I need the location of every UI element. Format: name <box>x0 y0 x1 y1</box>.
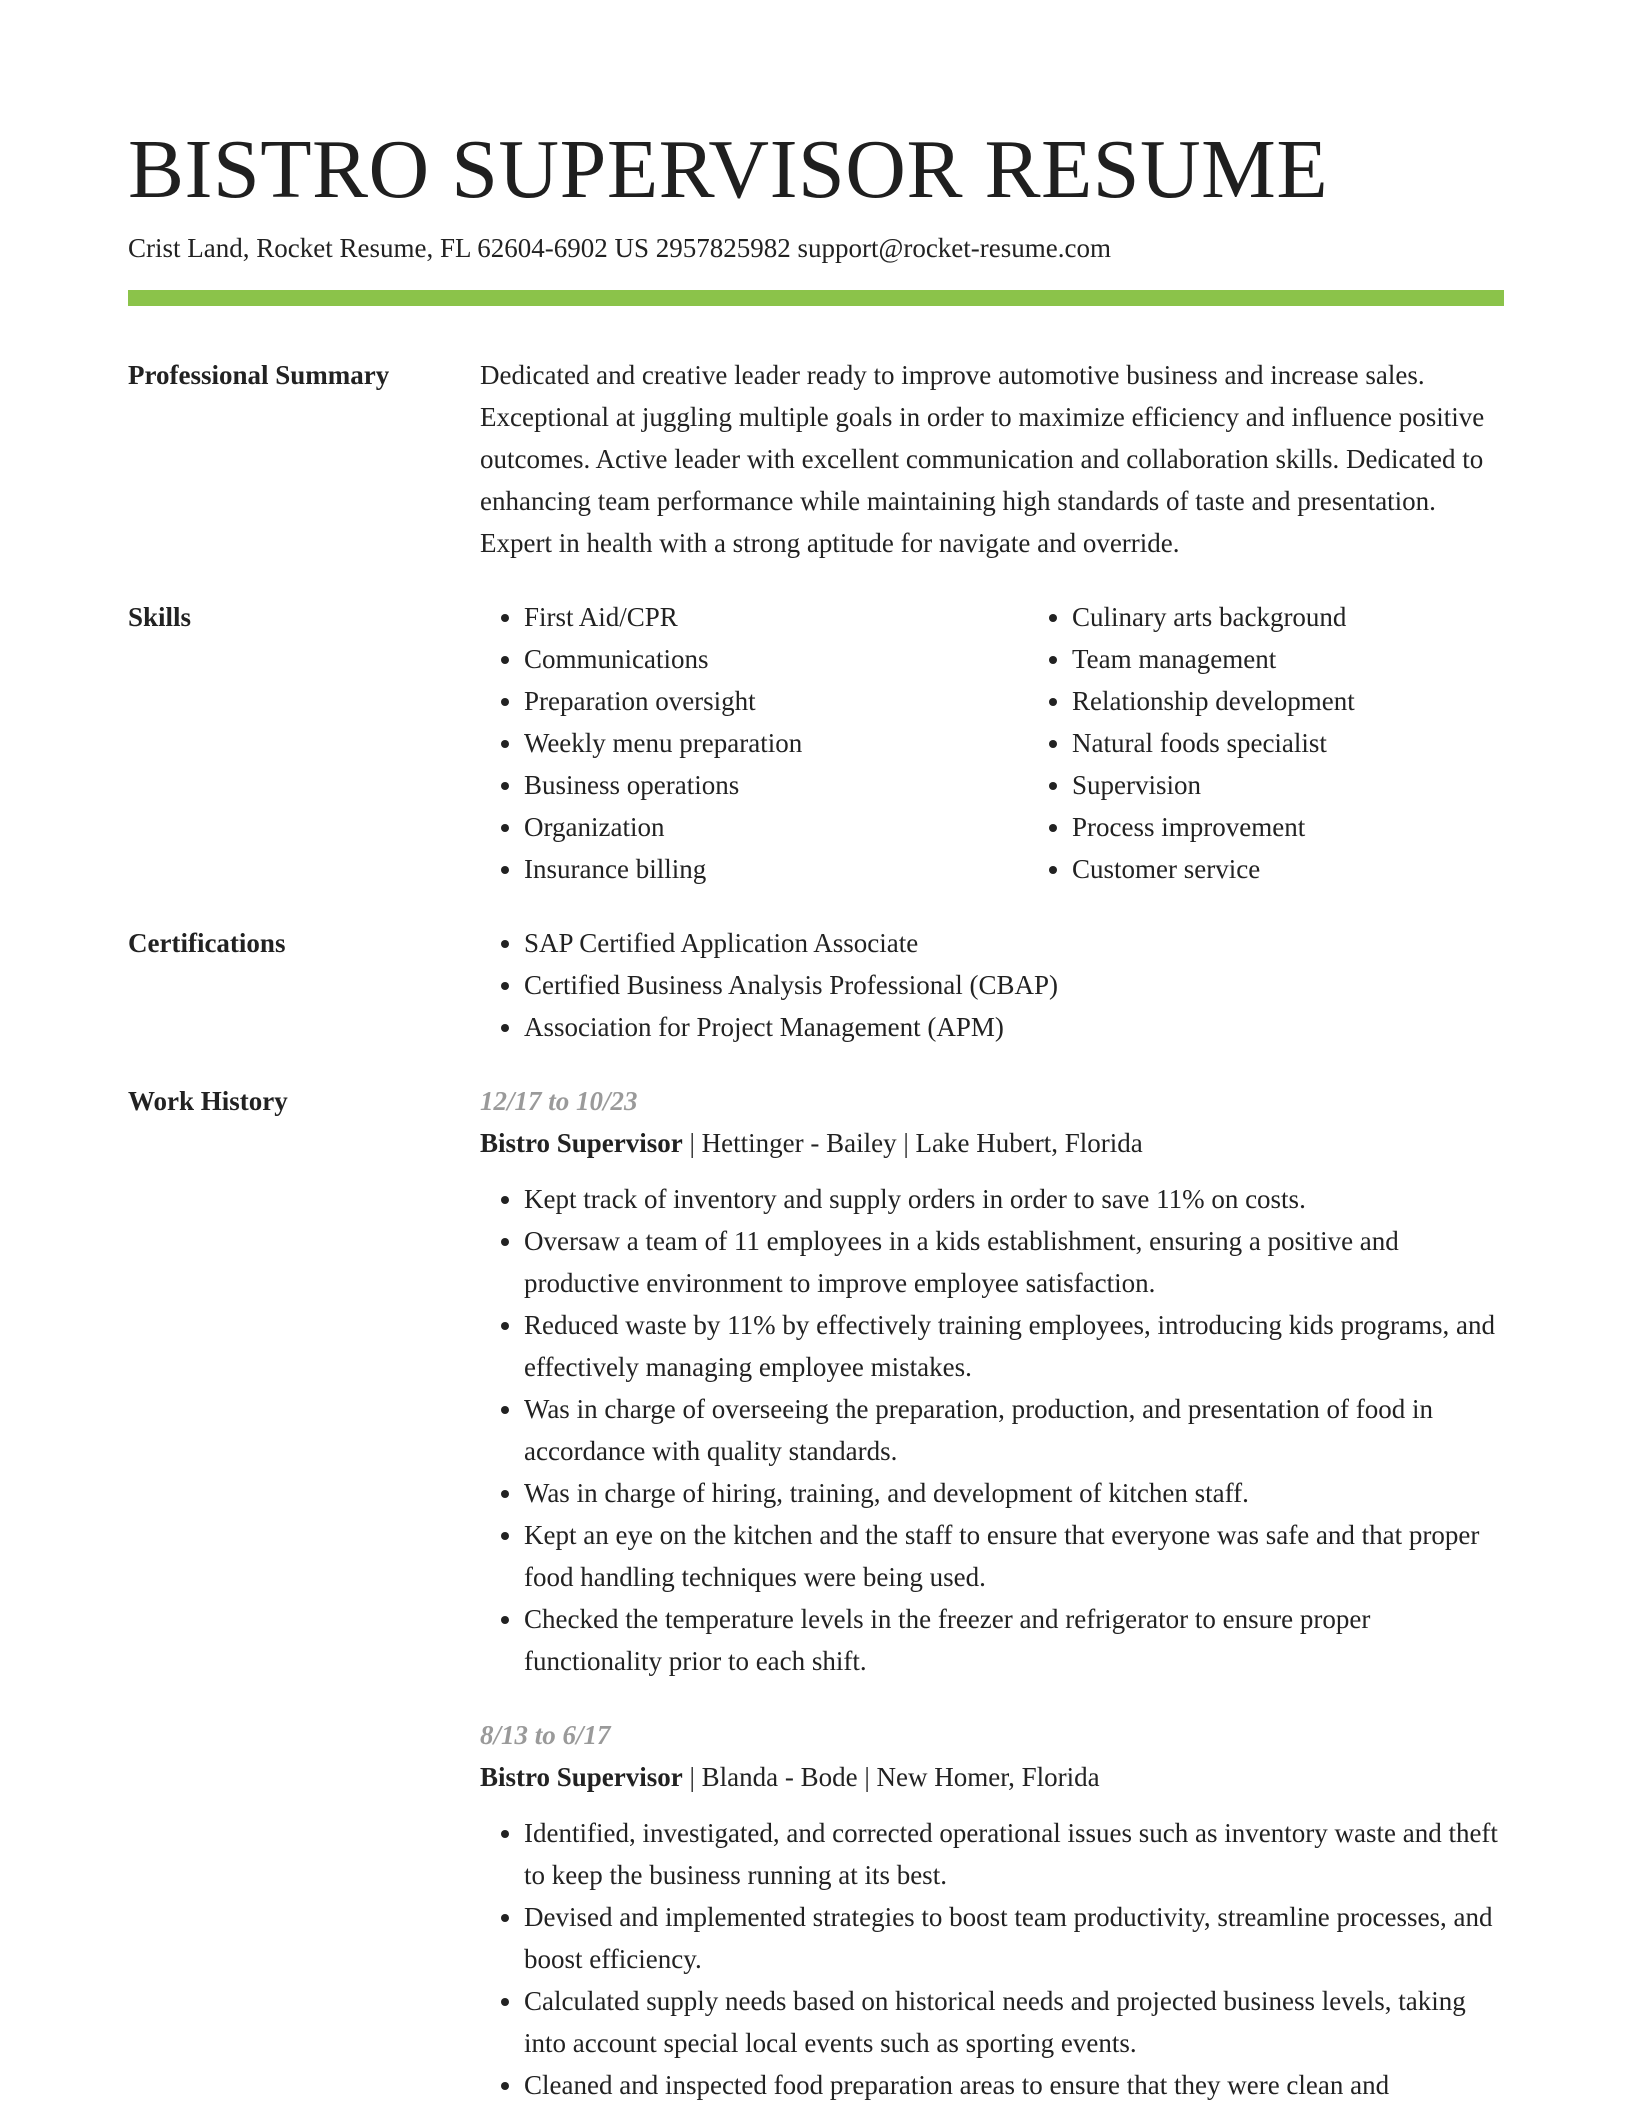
work-history-section <box>128 1080 1504 2106</box>
job-heading <box>480 1122 1504 1164</box>
job-details: | Hettinger - Bailey | Lake Hubert, Florida <box>682 1128 1143 1158</box>
job-bullets <box>480 1178 1504 1682</box>
list-item: • Business operations <box>524 764 1028 806</box>
list-item: • Relationship development <box>1072 680 1576 722</box>
resume-page <box>128 120 1504 2106</box>
list-item: • Kept track of inventory and supply orders in order to save 11% on costs. <box>524 1178 1504 1220</box>
skills-section <box>128 596 1504 890</box>
list-item: • Calculated supply needs based on historical needs and projected business levels, taking into account special local events such as sporting events. <box>524 1980 1504 2064</box>
list-item: • Association for Project Management (APM) <box>524 1006 1504 1048</box>
list-item: • Reduced waste by 11% by effectively training employees, introducing kids programs, and effectively managing employee mistakes. <box>524 1304 1504 1388</box>
list-item: • Certified Business Analysis Professional (CBAP) <box>524 964 1504 1006</box>
page-title: BISTRO SUPERVISOR RESUME <box>128 123 1329 216</box>
list-item: • Insurance billing <box>524 848 1028 890</box>
section-label-work-history: Work History <box>128 1086 288 1116</box>
section-label-certifications: Certifications <box>128 928 286 958</box>
list-item: • Was in charge of hiring, training, and development of kitchen staff. <box>524 1472 1504 1514</box>
job-title: Bistro Supervisor <box>480 1128 683 1158</box>
list-item: • Communications <box>524 638 1028 680</box>
skills-list-left <box>480 596 1028 890</box>
list-item: • Kept an eye on the kitchen and the staff to ensure that everyone was safe and that proper food handling techniques were being used. <box>524 1514 1504 1598</box>
list-item: • Natural foods specialist <box>1072 722 1576 764</box>
list-item: • Process improvement <box>1072 806 1576 848</box>
list-item: • Weekly menu preparation <box>524 722 1028 764</box>
job-title: Bistro Supervisor <box>480 1762 683 1792</box>
job-bullets <box>480 1812 1504 2106</box>
list-item: • Culinary arts background <box>1072 596 1576 638</box>
job-details: | Blanda - Bode | New Homer, Florida <box>682 1762 1100 1792</box>
job-heading <box>480 1756 1504 1798</box>
skills-list-right <box>1028 596 1576 890</box>
list-item: • Organization <box>524 806 1028 848</box>
job-dates: 12/17 to 10/23 <box>480 1086 638 1116</box>
certifications-section <box>128 922 1504 1048</box>
list-item: • Was in charge of overseeing the preparation, production, and presentation of food in accordance with quality standards. <box>524 1388 1504 1472</box>
section-label-skills: Skills <box>128 602 192 632</box>
list-item: • Checked the temperature levels in the freezer and refrigerator to ensure proper functionality prior to each shift. <box>524 1598 1504 1682</box>
list-item: • Preparation oversight <box>524 680 1028 722</box>
list-item: • Supervision <box>1072 764 1576 806</box>
list-item: • Oversaw a team of 11 employees in a kids establishment, ensuring a positive and productive environment to improve employee satisfaction. <box>524 1220 1504 1304</box>
list-item: • First Aid/CPR <box>524 596 1028 638</box>
job-dates: 8/13 to 6/17 <box>480 1720 611 1750</box>
job-entry <box>480 1714 1504 2106</box>
accent-divider <box>128 290 1504 306</box>
list-item: • Devised and implemented strategies to boost team productivity, streamline processes, and boost efficiency. <box>524 1896 1504 1980</box>
list-item: • SAP Certified Application Associate <box>524 922 1504 964</box>
list-item: • Cleaned and inspected food preparation areas to ensure that they were clean and <box>524 2064 1504 2106</box>
list-item: • Identified, investigated, and corrected operational issues such as inventory waste and theft to keep the business running at its best. <box>524 1812 1504 1896</box>
certifications-list <box>480 922 1504 1048</box>
summary-text: Dedicated and creative leader ready to improve automotive business and increase sales. Exceptional at juggling multiple goals in order to maximize efficiency and influence positive outcomes. Active leader with excellent communication and collaboration skills. Dedicated to enhancing team performance while maintaining high standards of taste and presentation. Expert in health with a strong aptitude for navigate and override. <box>480 360 1485 558</box>
list-item: • Customer service <box>1072 848 1576 890</box>
job-entry <box>480 1080 1504 1682</box>
contact-line: Crist Land, Rocket Resume, FL 62604-6902 US 2957825982 support@rocket-resume.com <box>128 233 1111 263</box>
summary-section <box>128 354 1504 564</box>
list-item: • Team management <box>1072 638 1576 680</box>
section-label-summary: Professional Summary <box>128 360 390 390</box>
